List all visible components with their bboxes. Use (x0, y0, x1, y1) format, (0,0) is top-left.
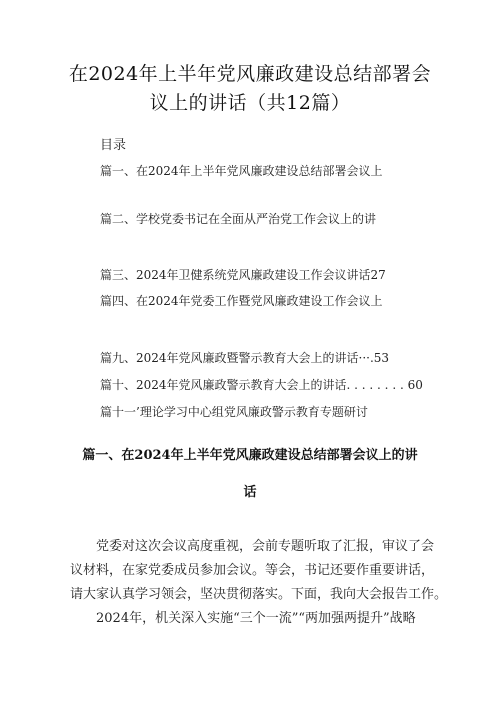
toc-item: 篇十一’理论学习中心组党风廉政警示教育专题研讨 (100, 405, 368, 419)
document-title-line-2: 议上的讲话（共12篇） (149, 92, 351, 114)
toc-heading: 目录 (100, 138, 127, 153)
toc-item: 篇四、在2024年党委工作暨党风廉政建设工作会议上 (100, 294, 383, 308)
paragraph-line: 2024年，机关深入实施“三个一流”“两加强两提升”战略 (70, 611, 416, 626)
toc-item: 篇二、学校党委书记在全面从严治党工作会议上的讲 (100, 212, 377, 226)
section-heading-line-2: 话 (243, 485, 257, 500)
toc-item: 篇三、2024年卫健系统党风廉政建设工作会议讲话27 (100, 268, 386, 282)
toc-item: 篇十、2024年党风廉政警示教育大会上的讲话. . . . . . . . 60 (100, 378, 423, 392)
paragraph-line: 党委对这次会议高度重视，会前专题听取了汇报，审议了会 (70, 539, 435, 554)
paragraph-line: 议材料，在家党委成员参加会议。等会，书记还要作重要讲话， (70, 563, 435, 578)
paragraph-line: 请大家认真学习领会，坚决贯彻落实。下面，我向大会报告工作。 (70, 587, 448, 602)
document-title-line-1: 在2024年上半年党风廉政建设总结部署会 (68, 63, 432, 85)
toc-item: 篇九、2024年党风廉政暨警示教育大会上的讲话···.53 (100, 351, 390, 365)
toc-item: 篇一、在2024年上半年党风廉政建设总结部署会议上 (100, 164, 383, 178)
section-heading-line-1: 篇一、在2024年上半年党风廉政建设总结部署会议上的讲 (82, 448, 418, 463)
